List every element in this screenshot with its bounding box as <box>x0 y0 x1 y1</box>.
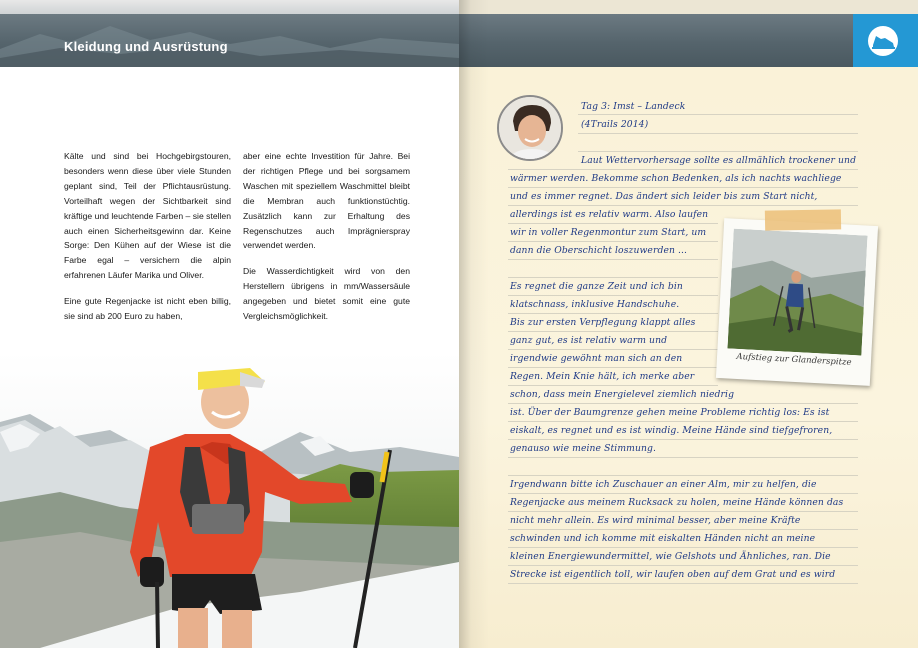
diary-line: allerdings ist es relativ warm. Also laufen <box>510 209 709 220</box>
photo-caption: Aufstieg zur Glanderspitze <box>736 351 852 368</box>
diary-line: schon, dass mein Energielevel ziemlich niedrig <box>510 389 735 400</box>
diary-line: nicht mehr allein. Es wird minimal besser, aber meine Kräfte <box>510 515 801 526</box>
trail-photo <box>727 229 867 356</box>
diary-line: ganz gut, es ist relativ warm und <box>510 335 668 346</box>
diary-line: wärmer werden. Bekomme schon Bedenken, als ich nachts wachliege <box>510 173 842 184</box>
ruled-line <box>508 205 858 206</box>
diary-line: Strecke ist eigentlich toll, wir laufen oben auf dem Grat und es wird <box>510 569 836 580</box>
diary-line: Laut Wettervorhersage sollte es allmählich trockener und <box>581 155 857 166</box>
runner-photo <box>0 352 459 648</box>
ruled-line <box>508 439 858 440</box>
ruled-line <box>578 151 858 152</box>
ruled-line <box>508 241 718 242</box>
ruled-line <box>508 547 858 548</box>
ruled-line <box>508 169 858 170</box>
paragraph: aber eine echte Investition für Jahre. Bei der richtigen Pflege und bei sorgsamem Waschen mit speziellem Waschmittel bleibt die Membran auch funktionstüchtig. Zusätzlich kann zur Erhaltung des Regenschutzes auch Imprägnierspray verwendet werden. <box>243 151 410 251</box>
paragraph: Kälte und sind bei Hochgebirgstouren, besonders wenn diese über viele Stunden geplant sind, Teil der Pflichtausrüstung. Vorteilhaft wegen der Sichtbarkeit sind kräftige und leuchtende Farben – sie stellen auch einen Sicherheitsgewinn dar. Keine Sorge: Den Kühen auf der Wiese ist die Farbe egal – versichern die alpin erfahrenen Läufer Marika und Oliver. <box>64 151 231 281</box>
text-column-2 <box>243 149 410 335</box>
badge-circle <box>868 26 898 56</box>
ruled-line <box>508 475 858 476</box>
shoe-icon-badge <box>853 14 918 67</box>
diary-line: Irgendwann bitte ich Zuschauer an einer Alm, mir zu helfen, die <box>510 479 817 490</box>
diary-line: genauso wie meine Stimmung. <box>510 443 657 454</box>
section-title: Kleidung und Ausrüstung <box>64 39 228 54</box>
ruled-line <box>508 457 858 458</box>
ruled-line <box>508 187 858 188</box>
polaroid-photo <box>716 218 878 386</box>
ruled-line <box>508 295 718 296</box>
diary-line: Bis zur ersten Verpflegung klappt alles <box>510 317 696 328</box>
text-column-1 <box>64 149 231 335</box>
paragraph: Die Wasserdichtigkeit wird von den Herstellern übrigens in mm/Wassersäule angegeben und bietet somit eine gute Vergleichsmöglichkeit. <box>243 266 410 322</box>
diary-line: dann die Oberschicht loszuwerden ... <box>510 245 688 256</box>
ruled-line <box>508 583 858 584</box>
ruled-line <box>508 493 858 494</box>
ruled-line <box>508 565 858 566</box>
diary-line: klatschnass, inklusive Handschuhe. <box>510 299 680 310</box>
ruled-line <box>508 529 858 530</box>
ruled-line <box>508 313 718 314</box>
ruled-line <box>578 114 858 115</box>
binding-shadow <box>459 0 489 648</box>
diary-heading-day: Tag 3: Imst – Landeck <box>581 101 686 112</box>
diary-line: und es immer regnet. Das ändert sich leider bis zum Start nicht, <box>510 191 818 202</box>
diary-line: eiskalt, es regnet und es ist windig. Meine Hände sind tiefgefroren, <box>510 425 833 436</box>
ruled-line <box>508 331 718 332</box>
diary-heading-event: (4Trails 2014) <box>581 119 649 130</box>
ruled-line <box>578 133 858 134</box>
diary-line: ist. Über der Baumgrenze gehen meine Probleme richtig los: Es ist <box>510 407 830 418</box>
ruled-line <box>508 277 718 278</box>
ruled-line <box>508 511 858 512</box>
trail-illustration <box>727 229 867 356</box>
diary-line: Es regnet die ganze Zeit und ich bin <box>510 281 683 292</box>
ruled-line <box>508 349 718 350</box>
shoe-icon <box>868 26 898 56</box>
diary-line: kleinen Energiewundermittel, wie Gelshots und Ähnliches, ran. Die <box>510 551 831 562</box>
tape-strip <box>765 209 841 230</box>
author-avatar <box>497 95 563 161</box>
ruled-line <box>508 223 718 224</box>
ruled-line <box>508 367 718 368</box>
paragraph: Eine gute Regenjacke ist nicht eben billig, sie sind ab 200 Euro zu haben, <box>64 296 231 322</box>
ruled-line <box>508 259 718 260</box>
ruled-line <box>508 421 858 422</box>
diary-line: Regenjacke aus meinem Rucksack zu holen, meine Hände können das <box>510 497 844 508</box>
diary-line: Regen. Mein Knie hält, ich merke aber <box>510 371 695 382</box>
right-page-top-edge <box>459 0 918 14</box>
ruled-line <box>508 385 718 386</box>
diary-line: schwinden und ich komme mit eiskalten Händen nicht an meine <box>510 533 816 544</box>
ruled-line <box>508 403 858 404</box>
diary-line: wir in voller Regenmontur zum Start, um <box>510 227 707 238</box>
diary-line: irgendwie gewöhnt man sich an den <box>510 353 683 364</box>
